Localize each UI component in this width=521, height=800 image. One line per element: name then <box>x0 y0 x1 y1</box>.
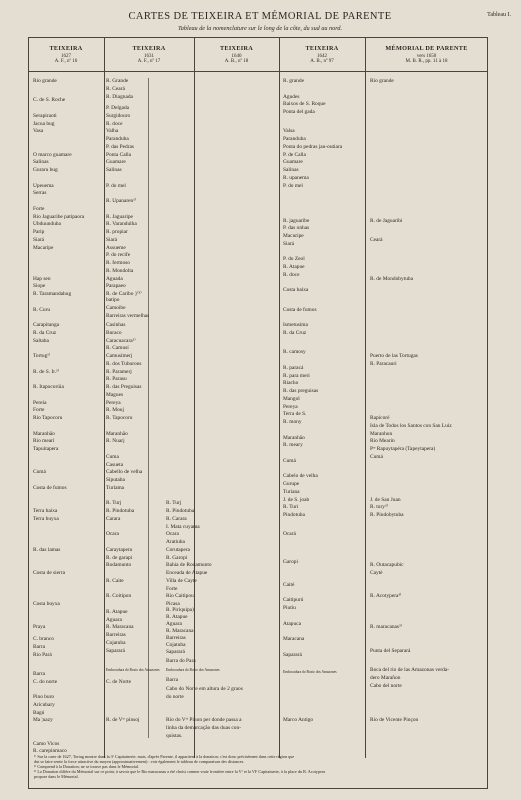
place-name: Caité <box>283 581 295 588</box>
place-name: Salinas <box>283 167 299 174</box>
place-name: Tortug¹⁾ <box>33 353 51 360</box>
place-name: Ponta do pedras jau-outiara <box>283 143 343 150</box>
place-name: Surgidouro <box>106 112 131 119</box>
place-name: Hap sen <box>33 275 51 282</box>
place-name: R. Mouj <box>106 407 124 414</box>
place-name: Ponta del gada <box>283 109 315 115</box>
place-name: Rio Pará <box>33 651 52 658</box>
column-source: A. B., nº 18 <box>224 59 249 64</box>
place-name: R. Piriquipa) <box>166 607 194 614</box>
place-name: R. Turi <box>283 504 299 511</box>
place-name: Gurupe <box>283 481 300 487</box>
place-name: Aguara <box>106 616 122 623</box>
column-name: TEIXEIRA <box>219 45 253 52</box>
place-name: R. das lamas <box>33 546 61 553</box>
place-name: Ismetusima <box>283 322 308 329</box>
place-name: Aguada <box>106 275 123 282</box>
column-year: 1642 <box>317 54 327 59</box>
place-name: do norte <box>166 694 184 701</box>
place-name: R. Acotypera³⁾ <box>370 593 402 600</box>
place-name: Guamare <box>283 159 303 166</box>
place-name: Rio mearí <box>33 438 55 445</box>
place-name: Valsa <box>283 128 295 135</box>
place-name: C. de S. Roche <box>33 97 66 104</box>
place-name: J. de San Juan <box>370 496 401 503</box>
column-divider <box>279 38 280 758</box>
place-name: Rio do Vᵗᵉ Pinon per donde passa a <box>166 717 242 724</box>
place-name: Terra baixa <box>33 508 58 515</box>
place-name: quistas. <box>166 732 183 739</box>
place-name: Picasa <box>166 601 180 608</box>
place-name: R. das Preguisas <box>106 384 142 391</box>
place-name: Puerto de las Tortugas <box>370 353 418 360</box>
place-name: P. de Calla <box>283 151 306 158</box>
place-name: Ocará <box>283 531 296 538</box>
inner-divider <box>148 78 149 738</box>
place-name: Pᵗᵉ Rapuytapéra (Tapeytapera) <box>370 446 436 453</box>
place-name: Praya <box>33 624 46 631</box>
place-name: Terra buyxa <box>33 515 59 522</box>
footnote: ²⁾ Comprend à la Donation; ne se trouve pas dans le Mémorial. <box>34 764 140 769</box>
place-name: R. Outacapubic <box>370 562 404 569</box>
place-name: Pereya <box>283 403 298 410</box>
place-name: R. Varandulha <box>106 221 137 228</box>
place-name: C. de Norte <box>106 678 132 685</box>
place-name: I. Mata cuyama <box>166 523 200 530</box>
place-name: Boca del rio de las Amazonas verda- <box>370 667 450 673</box>
place-name: Serapiraoti <box>33 112 57 119</box>
place-name: Rio Tapocoru <box>33 415 63 422</box>
place-name: Valha <box>106 128 119 135</box>
place-name: R. maracanas³⁾ <box>370 624 402 631</box>
column-header-3 <box>194 38 279 72</box>
place-name: Parip <box>33 229 45 236</box>
place-name: R. Pindotuba <box>106 508 135 515</box>
place-name: linha da demarcação das duas con- <box>166 725 241 732</box>
place-name: Paranduba <box>106 136 129 143</box>
column-source: M. B. R., pp. 11 à 18 <box>405 59 448 64</box>
place-name: Carapitanga <box>33 322 60 329</box>
place-name: Guraru bug <box>33 167 58 174</box>
place-name: Camoibe <box>106 305 126 312</box>
place-name: Enceada de Atapue <box>166 570 208 577</box>
place-name: Casinhas <box>106 322 126 329</box>
place-name: Costa de sierra <box>33 570 66 577</box>
place-name: Aratiuba <box>166 539 185 546</box>
place-name: Magues <box>106 391 124 398</box>
place-name: R. Atapue <box>166 614 188 621</box>
place-name: Maranhão <box>106 430 128 437</box>
place-name: R. Tapocoru <box>106 415 133 422</box>
place-name: Terra de S. <box>283 411 307 418</box>
place-name: Corutapera <box>166 546 190 553</box>
place-name: R. da Cruz <box>33 329 57 336</box>
place-name: R. Maracana <box>106 624 134 631</box>
place-name: P. do recife <box>106 252 131 259</box>
place-name: R. propiar <box>106 229 128 236</box>
place-name: R. Paracauri <box>370 360 397 367</box>
column-year: 1640 <box>231 54 242 59</box>
place-name: Siope <box>33 283 46 290</box>
place-name: Ma ¦uazy <box>33 717 53 724</box>
column-source: A. B., nº 97 <box>310 59 334 64</box>
place-name: Cayté <box>370 570 383 577</box>
place-name: Costa de fumos <box>33 484 67 491</box>
place-name: Maranhão <box>33 430 55 437</box>
place-name: R. grande <box>283 78 304 84</box>
place-name: Embocadura do Bosio dos Amazones <box>283 670 337 675</box>
place-name: R. mony <box>283 419 302 425</box>
place-name: Rio grande <box>370 78 394 84</box>
place-name: Camusímerj <box>106 353 133 360</box>
place-name: Punta del Separará <box>370 647 411 654</box>
place-name: P. das Pedras <box>106 143 134 150</box>
place-name: Casueta <box>106 461 124 468</box>
place-name: Siputaba <box>106 477 125 484</box>
place-name: Cumá <box>33 469 46 476</box>
place-name: R. Jaguaripe <box>106 213 133 220</box>
place-name: Pereia <box>33 399 47 406</box>
footnote: ¹⁾ Sur la carte de 1627, Tortug montre dans la 3ᵉ Capitainerie; mais, d'après Parente, il appartient à la donation; c'est donc précisément dans cette région que <box>34 754 295 759</box>
column-source: A. F., nº 16 <box>54 59 78 64</box>
footnote: dut se faire sentir la force attractive du moyen (approximativement) : voir également le tableau de comparaison des distances. <box>34 759 245 764</box>
place-name: R. Turj <box>106 500 122 507</box>
place-name: R. Taramandahug <box>33 291 72 298</box>
column-name: MÉMORIAL DE PARENTE <box>385 45 468 52</box>
place-name: R. Grande <box>106 78 129 84</box>
place-name: Aguara <box>166 621 182 628</box>
place-name: Salinas <box>106 167 122 174</box>
place-name: Jacua bug <box>33 120 55 127</box>
place-name: R. Coitipon <box>106 593 132 600</box>
place-name: Rodamunto <box>106 562 132 569</box>
place-name: R. Itapocorúia <box>33 384 64 391</box>
place-name: C. do norte <box>33 678 58 685</box>
column-divider <box>104 38 105 758</box>
column-name: TEIXEIRA <box>49 45 83 52</box>
place-name: Cuma <box>106 453 119 460</box>
place-name: Forte <box>33 407 45 414</box>
place-name: Vasa <box>33 128 44 135</box>
place-name: R. Caite <box>106 577 124 584</box>
place-name: Maranhão <box>283 434 305 441</box>
place-name: Salinas <box>33 159 49 166</box>
place-name: R. Maracana <box>166 628 194 635</box>
place-name: R. Carara <box>166 515 187 522</box>
place-name: O marco guamare <box>33 151 72 158</box>
place-name: Cabo del norte <box>370 682 402 689</box>
place-name: Caraytapera <box>106 546 133 553</box>
place-name: R. jaguaribe <box>283 217 310 224</box>
place-name: Rio Mearin <box>370 438 395 445</box>
place-name: Maracana <box>283 636 305 642</box>
place-name: Pereya <box>106 399 121 406</box>
place-name: Turiana <box>283 488 300 495</box>
place-name: Rapicoré <box>370 415 390 422</box>
column-divider <box>365 38 366 758</box>
place-name: R. Nuarj <box>106 438 125 445</box>
column-header-2 <box>104 38 194 72</box>
page-title: CARTES DE TEIXEIRA ET MÉMORIAL DE PARENTE <box>128 11 392 22</box>
place-name: Barra do Para <box>166 657 196 664</box>
place-name: Atapuca <box>283 620 301 627</box>
place-name: Rio de Vicente Pinçon <box>370 717 419 724</box>
place-name: Macuripe <box>283 233 304 239</box>
place-name: R. tury³⁾ <box>370 504 388 511</box>
place-name: R. Atapue <box>106 608 128 615</box>
place-name: R. fermoso <box>106 260 130 267</box>
place-name: Cojatuba <box>166 642 186 649</box>
place-name: Carara <box>106 515 121 522</box>
place-name: P. Delgada <box>106 105 130 112</box>
place-name: Cabelo de velha <box>283 473 318 480</box>
place-name: Tapuitapera <box>33 446 59 453</box>
place-name: Ocara <box>106 531 119 538</box>
place-name: Barreiras vermelhas <box>106 312 150 319</box>
place-name: Isla de Todos los Santos con San Luiz <box>370 422 452 429</box>
place-name: Barra <box>166 677 178 684</box>
place-name: R. Atapue <box>283 264 305 270</box>
place-name: R. para meri <box>283 372 310 379</box>
place-name: Ocara <box>166 531 179 538</box>
place-name: R. Ceará <box>106 85 125 92</box>
place-name: Buraco <box>106 329 122 336</box>
place-name: R. de Caribo }⁽³⁾ <box>106 291 142 298</box>
place-name: Cumá <box>283 457 296 464</box>
place-name: R. meary <box>283 442 303 449</box>
place-name: Costa baixa <box>283 287 309 294</box>
place-name: P. do mel <box>106 182 126 189</box>
place-name: Embocadura do Bosio dos Amazones <box>106 668 160 672</box>
column-header-1 <box>28 38 104 72</box>
place-name: Macaripe <box>33 244 54 251</box>
place-name: batipo <box>106 297 120 304</box>
place-name: J. de S. joab <box>283 496 310 503</box>
place-name: Mangol <box>283 395 300 402</box>
place-name: Riacho <box>283 380 299 387</box>
place-name: Parapaeo <box>106 283 126 290</box>
place-name: Embocadura do Bosio dos Amazones <box>166 668 220 672</box>
place-name: Caitipurú <box>283 597 304 604</box>
place-name: R. Upanaren¹⁾ <box>106 198 137 205</box>
place-name: Upeuema <box>33 182 54 189</box>
column-name: TEIXEIRA <box>132 45 166 52</box>
place-name: R. Camusí <box>106 345 129 352</box>
place-name: Baixos de S. Roque <box>283 101 326 108</box>
place-name: R. Pindobytuba <box>370 512 404 518</box>
place-name: Costa buyxa <box>33 601 60 608</box>
place-name: R. de garapi <box>106 554 133 561</box>
place-name: R. Mondolta <box>106 267 134 274</box>
place-name: R. Parasu <box>106 376 127 383</box>
place-name: Marco Antigo <box>283 717 314 724</box>
place-name: Turiama <box>106 484 125 491</box>
place-name: Cabello de velha <box>106 469 143 476</box>
place-name: Siará <box>33 236 45 243</box>
column-header-5 <box>365 38 488 72</box>
place-name: Saparará <box>106 647 125 654</box>
place-name: Piutiu <box>283 605 296 611</box>
place-name: Pindotuba <box>283 512 305 518</box>
place-name: Caracuacara¹⁾ <box>106 337 136 344</box>
place-name: Ubduunduba <box>33 221 61 228</box>
place-name: P. das onhas <box>283 225 310 232</box>
place-name: R. Diagnada <box>106 93 133 100</box>
place-name: Saltaba <box>33 337 49 344</box>
place-name: Guamare <box>106 159 126 166</box>
place-name: Forte <box>166 585 178 592</box>
place-name: R. Turj <box>166 500 182 507</box>
place-name: Camo Vicos <box>33 740 60 747</box>
place-name: R. Pindotuba <box>166 508 195 515</box>
place-name: Cumá <box>370 453 383 460</box>
place-name: Barra <box>33 643 45 650</box>
place-name: Cojatuba <box>106 639 126 646</box>
place-name: Ceará <box>370 236 383 243</box>
column-year: vers 1650 <box>416 54 437 59</box>
table-frame <box>28 37 488 789</box>
footnote: propose dans le Mémorial. <box>34 774 79 779</box>
place-name: P. do Zeol <box>283 256 305 263</box>
place-name: Assueme <box>106 244 126 251</box>
place-name: R. camosy <box>283 349 306 356</box>
footnote: ³⁾ La Donation diffère du Mémorial sur ce point, à savoir que le Rio maracanas a été choisi comme vraie frontière entre la Vᵉ et la VIᵉ Capitainerie, à la place du R. Acotypera <box>34 769 326 774</box>
place-name: Barra <box>33 670 45 677</box>
place-name: Rio Jaguaribe patipaora <box>33 213 85 220</box>
place-name: R. Curu <box>33 306 51 313</box>
place-name: Garopi <box>283 558 298 565</box>
place-name: dero Marañon <box>370 674 401 681</box>
place-name: Saparará <box>283 651 302 658</box>
place-name: Siará <box>106 236 118 243</box>
place-name: Serras <box>33 190 47 197</box>
place-name: R. doce <box>283 271 300 278</box>
place-name: P. do mel <box>283 182 303 189</box>
place-name: Rio Caitipou <box>166 593 194 600</box>
place-name: Cabo do Norte em altura de 2 graos <box>166 686 243 693</box>
table-number: Tableau I. <box>487 12 511 18</box>
place-name: R. paracá <box>283 364 304 371</box>
column-source: A. F., nº 17 <box>137 59 161 64</box>
column-header-4 <box>279 38 365 72</box>
place-name: Forte <box>33 205 45 212</box>
place-name: Siará <box>283 240 295 247</box>
place-name: Bahia de Rodamunto <box>166 562 212 569</box>
place-name: Villa de Cayte <box>166 577 197 584</box>
place-name: R. de Vᵗᵉ pinsoj <box>106 717 140 724</box>
place-name: R. Paramerj <box>106 368 132 375</box>
place-name: Barreiras <box>106 632 126 639</box>
place-name: R. das preguisas <box>283 388 319 394</box>
place-name: Barreiras <box>166 635 186 642</box>
place-name: Bagú <box>33 709 45 716</box>
footnotes <box>34 754 484 779</box>
place-name: R. da Cruz <box>283 329 307 336</box>
column-divider <box>194 38 195 758</box>
place-name: C. branco <box>33 636 54 642</box>
column-year: 1631 <box>144 54 154 59</box>
place-name: Aricubary <box>33 701 55 708</box>
place-name: Costa de fumos <box>283 306 317 313</box>
place-name: R. de Jaguaribi <box>370 217 403 224</box>
place-name: Paranduba <box>283 136 306 143</box>
place-name: R. dos Tuburons <box>106 360 142 367</box>
place-name: Agudes <box>283 93 300 100</box>
place-name: Pino buro <box>33 694 55 701</box>
place-name: R. upanema <box>283 174 309 181</box>
place-name: R. carepinmaco <box>33 748 67 755</box>
column-name: TEIXEIRA <box>305 45 339 52</box>
place-name: Ponta Calla <box>106 151 132 158</box>
place-name: Maranhon <box>370 430 393 437</box>
column-year: 1627 <box>61 54 71 59</box>
place-name: R. Garopi <box>166 554 188 561</box>
place-name: R. doce <box>106 120 123 127</box>
place-name: R. de Mondobytuba <box>370 275 413 282</box>
page-subtitle: Tableau de la nomenclature sur le long de la côte, du sud au nord. <box>177 25 343 32</box>
place-name: Saparará <box>166 649 185 656</box>
place-name: R. de S. Ir.²⁾ <box>33 368 59 375</box>
place-name: Rio grande <box>33 78 57 84</box>
